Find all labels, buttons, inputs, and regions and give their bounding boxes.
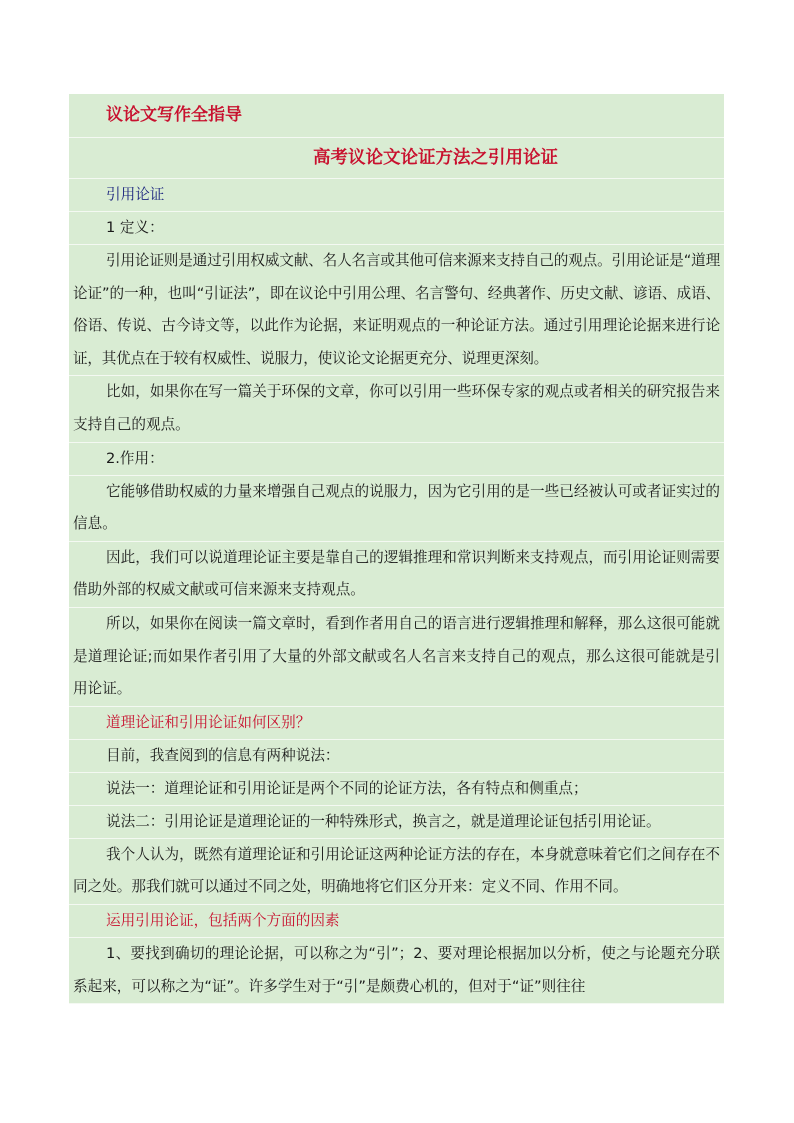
- example-paragraph: 比如，如果你在写一篇关于环保的文章，你可以引用一些环保专家的观点或者相关的研究报告来支持自己的观点。: [69, 376, 724, 442]
- current-paragraph: 目前，我查阅到的信息有两种说法：: [69, 740, 724, 773]
- section-heading-factors: 运用引用论证，包括两个方面的因素: [69, 905, 724, 938]
- sub-title: 高考议论文论证方法之引用论证: [69, 138, 724, 179]
- definition-paragraph: 引用论证则是通过引用权威文献、名人名言或其他可信来源来支持自己的观点。引用论证是“道理论证”的一种，也叫“引证法”，即在议论中引用公理、名言警句、经典著作、历史文献、谚语、成语、俗语、传说、古今诗文等，以此作为论据，来证明观点的一种论证方法。通过引用理论论据来进行论证，其优点在于较有权威性、说服力，使议论文论据更充分、说理更深刻。: [69, 245, 724, 376]
- document-body: [69, 94, 724, 1004]
- definition-label: 1 定义：: [69, 212, 724, 245]
- therefore-paragraph: 因此，我们可以说道理论证主要是靠自己的逻辑推理和常识判断来支持观点，而引用论证则需要借助外部的权威文献或可信来源来支持观点。: [69, 542, 724, 608]
- section-heading-citation: 引用论证: [69, 179, 724, 212]
- function-paragraph: 它能够借助权威的力量来增强自己观点的说服力，因为它引用的是一些已经被认可或者证实过的信息。: [69, 476, 724, 542]
- function-label: 2.作用：: [69, 443, 724, 476]
- section-heading-difference: 道理论证和引用论证如何区别？: [69, 707, 724, 740]
- opinion-paragraph: 我个人认为，既然有道理论证和引用论证这两种论证方法的存在，本身就意味着它们之间存在不同之处。那我们就可以通过不同之处，明确地将它们区分开来：定义不同、作用不同。: [69, 839, 724, 905]
- factors-paragraph: 1、要找到确切的理论论据，可以称之为“引”；2、要对理论根据加以分析，使之与论题充分联系起来，可以称之为“证”。许多学生对于“引”是颇费心机的，但对于“证”则往往: [69, 938, 724, 1004]
- main-title: 议论文写作全指导: [69, 94, 724, 138]
- so-paragraph: 所以，如果你在阅读一篇文章时，看到作者用自己的语言进行逻辑推理和解释，那么这很可能就是道理论证;而如果作者引用了大量的外部文献或名人名言来支持自己的观点，那么这很可能就是引用论证。: [69, 608, 724, 707]
- view-one-paragraph: 说法一：道理论证和引用论证是两个不同的论证方法，各有特点和侧重点；: [69, 773, 724, 806]
- view-two-paragraph: 说法二：引用论证是道理论证的一种特殊形式，换言之，就是道理论证包括引用论证。: [69, 806, 724, 839]
